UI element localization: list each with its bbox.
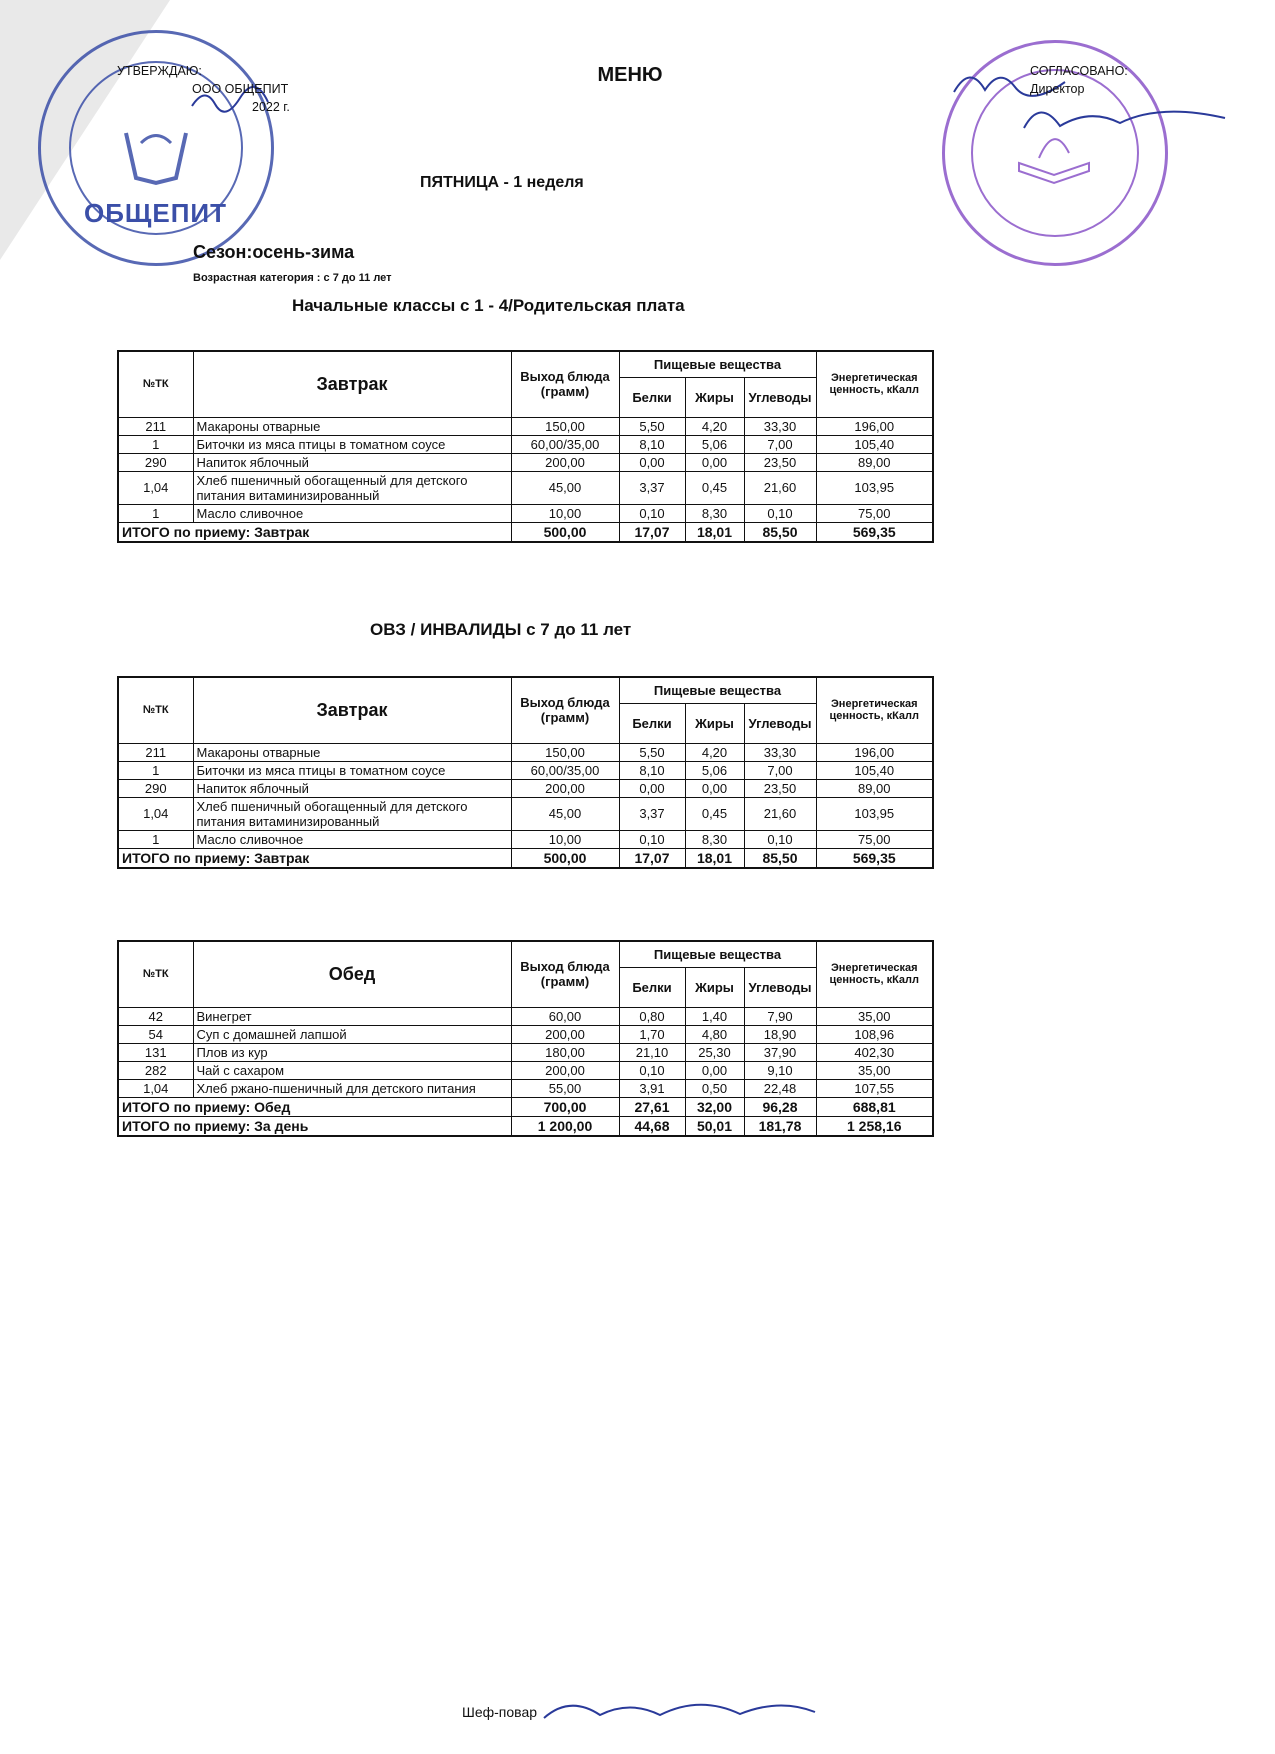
- fat-cell: 0,45: [685, 471, 744, 504]
- total-row: [118, 1097, 933, 1116]
- protein-cell: 3,37: [619, 471, 685, 504]
- approve-label: УТВЕРЖДАЮ:: [117, 64, 202, 78]
- day-title: ПЯТНИЦА - 1 неделя: [420, 174, 584, 191]
- col-carbs: Углеводы: [744, 967, 816, 1007]
- fat-cell: 0,00: [685, 779, 744, 797]
- yield-cell: 200,00: [511, 1061, 619, 1079]
- fat-cell: 5,06: [685, 761, 744, 779]
- tk-cell: 1: [118, 504, 193, 522]
- col-fat: Жиры: [685, 377, 744, 417]
- dish-name-cell: Хлеб пшеничный обогащенный для детского питания витаминизированный: [193, 471, 511, 504]
- protein-cell: 0,80: [619, 1007, 685, 1025]
- table-body: [118, 743, 933, 868]
- dish-name-cell: Напиток яблочный: [193, 453, 511, 471]
- yield-cell: 45,00: [511, 797, 619, 830]
- col-meal: Завтрак: [193, 351, 511, 417]
- energy-cell: 107,55: [816, 1079, 933, 1097]
- protein-cell: 5,50: [619, 417, 685, 435]
- col-yield: Выход блюда (грамм): [511, 351, 619, 417]
- fat-cell: 50,01: [685, 1116, 744, 1136]
- dish-name-cell: Масло сливочное: [193, 830, 511, 848]
- yield-cell: 500,00: [511, 522, 619, 542]
- table-row: [118, 797, 933, 830]
- col-carbs: Углеводы: [744, 703, 816, 743]
- tk-cell: 211: [118, 743, 193, 761]
- carbs-cell: 9,10: [744, 1061, 816, 1079]
- energy-cell: 196,00: [816, 417, 933, 435]
- protein-cell: 3,91: [619, 1079, 685, 1097]
- energy-cell: 569,35: [816, 522, 933, 542]
- yield-cell: 60,00/35,00: [511, 761, 619, 779]
- dish-name-cell: Биточки из мяса птицы в томатном соусе: [193, 761, 511, 779]
- carbs-cell: 85,50: [744, 848, 816, 868]
- fat-cell: 4,20: [685, 743, 744, 761]
- carbs-cell: 85,50: [744, 522, 816, 542]
- lunch-table: [117, 940, 934, 1137]
- tk-cell: 1,04: [118, 797, 193, 830]
- table-row: [118, 417, 933, 435]
- breakfast-table-ovz: [117, 676, 934, 869]
- tk-cell: 1,04: [118, 471, 193, 504]
- carbs-cell: 7,00: [744, 761, 816, 779]
- col-fat: Жиры: [685, 703, 744, 743]
- fat-cell: 8,30: [685, 830, 744, 848]
- age-category: Возрастная категория : с 7 до 11 лет: [193, 272, 392, 284]
- protein-cell: 17,07: [619, 522, 685, 542]
- yield-cell: 200,00: [511, 779, 619, 797]
- fat-cell: 1,40: [685, 1007, 744, 1025]
- table-row: [118, 761, 933, 779]
- table-row: [118, 504, 933, 522]
- energy-cell: 75,00: [816, 830, 933, 848]
- approve-org: ООО ОБЩЕПИТ: [192, 82, 289, 96]
- table-row: [118, 1025, 933, 1043]
- total-label-cell: ИТОГО по приему: За день: [118, 1116, 511, 1136]
- col-nutrients: Пищевые вещества: [619, 351, 816, 377]
- yield-cell: 10,00: [511, 830, 619, 848]
- dish-name-cell: Хлеб ржано-пшеничный для детского питания: [193, 1079, 511, 1097]
- protein-cell: 0,00: [619, 453, 685, 471]
- tk-cell: 290: [118, 779, 193, 797]
- total-row: [118, 848, 933, 868]
- energy-cell: 108,96: [816, 1025, 933, 1043]
- breakfast-table-primary: [117, 350, 934, 543]
- yield-cell: 500,00: [511, 848, 619, 868]
- col-tk: №ТК: [118, 677, 193, 743]
- tk-cell: 1: [118, 761, 193, 779]
- protein-cell: 8,10: [619, 761, 685, 779]
- table-row: [118, 453, 933, 471]
- energy-cell: 688,81: [816, 1097, 933, 1116]
- col-protein: Белки: [619, 703, 685, 743]
- energy-cell: 35,00: [816, 1007, 933, 1025]
- tk-cell: 1: [118, 830, 193, 848]
- tk-cell: 211: [118, 417, 193, 435]
- table-row: [118, 1079, 933, 1097]
- protein-cell: 0,10: [619, 830, 685, 848]
- fat-cell: 32,00: [685, 1097, 744, 1116]
- dish-name-cell: Биточки из мяса птицы в томатном соусе: [193, 435, 511, 453]
- dish-name-cell: Макароны отварные: [193, 417, 511, 435]
- protein-cell: 5,50: [619, 743, 685, 761]
- energy-cell: 1 258,16: [816, 1116, 933, 1136]
- carbs-cell: 33,30: [744, 417, 816, 435]
- tk-cell: 1,04: [118, 1079, 193, 1097]
- col-carbs: Углеводы: [744, 377, 816, 417]
- carbs-cell: 7,00: [744, 435, 816, 453]
- yield-cell: 700,00: [511, 1097, 619, 1116]
- col-protein: Белки: [619, 377, 685, 417]
- col-energy: Энергетическая ценность, кКалл: [816, 941, 933, 1007]
- table-row: [118, 435, 933, 453]
- dish-name-cell: Плов из кур: [193, 1043, 511, 1061]
- fat-cell: 25,30: [685, 1043, 744, 1061]
- col-yield: Выход блюда (грамм): [511, 941, 619, 1007]
- protein-cell: 8,10: [619, 435, 685, 453]
- energy-cell: 402,30: [816, 1043, 933, 1061]
- carbs-cell: 23,50: [744, 453, 816, 471]
- carbs-cell: 0,10: [744, 830, 816, 848]
- dish-name-cell: Хлеб пшеничный обогащенный для детского питания витаминизированный: [193, 797, 511, 830]
- yield-cell: 200,00: [511, 1025, 619, 1043]
- col-tk: №ТК: [118, 351, 193, 417]
- carbs-cell: 23,50: [744, 779, 816, 797]
- fat-cell: 18,01: [685, 848, 744, 868]
- fat-cell: 4,20: [685, 417, 744, 435]
- protein-cell: 0,10: [619, 504, 685, 522]
- chef-signature: [540, 1690, 820, 1730]
- protein-cell: 27,61: [619, 1097, 685, 1116]
- carbs-cell: 18,90: [744, 1025, 816, 1043]
- energy-cell: 35,00: [816, 1061, 933, 1079]
- carbs-cell: 0,10: [744, 504, 816, 522]
- table-row: [118, 1007, 933, 1025]
- col-nutrients: Пищевые вещества: [619, 941, 816, 967]
- carbs-cell: 37,90: [744, 1043, 816, 1061]
- tk-cell: 54: [118, 1025, 193, 1043]
- protein-cell: 0,00: [619, 779, 685, 797]
- energy-cell: 105,40: [816, 435, 933, 453]
- approve-date: 2022 г.: [252, 100, 290, 114]
- carbs-cell: 22,48: [744, 1079, 816, 1097]
- energy-cell: 75,00: [816, 504, 933, 522]
- total-label-cell: ИТОГО по приему: Обед: [118, 1097, 511, 1116]
- fat-cell: 8,30: [685, 504, 744, 522]
- col-yield: Выход блюда (грамм): [511, 677, 619, 743]
- chef-logo-icon: [111, 123, 201, 203]
- carbs-cell: 96,28: [744, 1097, 816, 1116]
- yield-cell: 60,00: [511, 1007, 619, 1025]
- energy-cell: 105,40: [816, 761, 933, 779]
- tk-cell: 131: [118, 1043, 193, 1061]
- table-row: [118, 830, 933, 848]
- carbs-cell: 21,60: [744, 797, 816, 830]
- dish-name-cell: Суп с домашней лапшой: [193, 1025, 511, 1043]
- yield-cell: 45,00: [511, 471, 619, 504]
- yield-cell: 150,00: [511, 417, 619, 435]
- tk-cell: 42: [118, 1007, 193, 1025]
- table-row: [118, 471, 933, 504]
- fat-cell: 0,00: [685, 1061, 744, 1079]
- total-label-cell: ИТОГО по приему: Завтрак: [118, 848, 511, 868]
- stamp-logo-text: ОБЩЕПИТ: [84, 198, 228, 228]
- energy-cell: 196,00: [816, 743, 933, 761]
- table-row: [118, 1061, 933, 1079]
- col-fat: Жиры: [685, 967, 744, 1007]
- yield-cell: 55,00: [511, 1079, 619, 1097]
- carbs-cell: 33,30: [744, 743, 816, 761]
- group-title-ovz: ОВЗ / ИНВАЛИДЫ с 7 до 11 лет: [370, 620, 632, 639]
- fat-cell: 0,50: [685, 1079, 744, 1097]
- table-row: [118, 779, 933, 797]
- group-title-primary: Начальные классы с 1 - 4/Родительская плата: [292, 296, 685, 315]
- fat-cell: 18,01: [685, 522, 744, 542]
- energy-cell: 89,00: [816, 779, 933, 797]
- dish-name-cell: Напиток яблочный: [193, 779, 511, 797]
- energy-cell: 103,95: [816, 797, 933, 830]
- col-meal: Завтрак: [193, 677, 511, 743]
- col-meal: Обед: [193, 941, 511, 1007]
- table-row: [118, 743, 933, 761]
- protein-cell: 3,37: [619, 797, 685, 830]
- total-row: [118, 522, 933, 542]
- director-name-signature: [1020, 98, 1230, 138]
- protein-cell: 0,10: [619, 1061, 685, 1079]
- agree-role: Директор: [1030, 82, 1085, 96]
- yield-cell: 1 200,00: [511, 1116, 619, 1136]
- fat-cell: 0,00: [685, 453, 744, 471]
- energy-cell: 89,00: [816, 453, 933, 471]
- yield-cell: 60,00/35,00: [511, 435, 619, 453]
- season-title: Сезон:осень-зима: [193, 242, 355, 262]
- yield-cell: 10,00: [511, 504, 619, 522]
- fat-cell: 5,06: [685, 435, 744, 453]
- tk-cell: 282: [118, 1061, 193, 1079]
- total-row: [118, 1116, 933, 1136]
- fat-cell: 0,45: [685, 797, 744, 830]
- carbs-cell: 7,90: [744, 1007, 816, 1025]
- chef-label: Шеф-повар: [462, 1704, 538, 1720]
- col-tk: №ТК: [118, 941, 193, 1007]
- protein-cell: 17,07: [619, 848, 685, 868]
- table-row: [118, 1043, 933, 1061]
- protein-cell: 21,10: [619, 1043, 685, 1061]
- page-title: МЕНЮ: [597, 64, 663, 86]
- col-nutrients: Пищевые вещества: [619, 677, 816, 703]
- protein-cell: 1,70: [619, 1025, 685, 1043]
- col-protein: Белки: [619, 967, 685, 1007]
- tk-cell: 290: [118, 453, 193, 471]
- dish-name-cell: Макароны отварные: [193, 743, 511, 761]
- yield-cell: 150,00: [511, 743, 619, 761]
- yield-cell: 200,00: [511, 453, 619, 471]
- energy-cell: 103,95: [816, 471, 933, 504]
- col-energy: Энергетическая ценность, кКалл: [816, 351, 933, 417]
- carbs-cell: 181,78: [744, 1116, 816, 1136]
- dish-name-cell: Масло сливочное: [193, 504, 511, 522]
- yield-cell: 180,00: [511, 1043, 619, 1061]
- table-body: [118, 1007, 933, 1136]
- total-label-cell: ИТОГО по приему: Завтрак: [118, 522, 511, 542]
- table-body: [118, 417, 933, 542]
- fat-cell: 4,80: [685, 1025, 744, 1043]
- protein-cell: 44,68: [619, 1116, 685, 1136]
- tk-cell: 1: [118, 435, 193, 453]
- agree-label: СОГЛАСОВАНО:: [1030, 64, 1128, 78]
- col-energy: Энергетическая ценность, кКалл: [816, 677, 933, 743]
- dish-name-cell: Винегрет: [193, 1007, 511, 1025]
- energy-cell: 569,35: [816, 848, 933, 868]
- dish-name-cell: Чай с сахаром: [193, 1061, 511, 1079]
- carbs-cell: 21,60: [744, 471, 816, 504]
